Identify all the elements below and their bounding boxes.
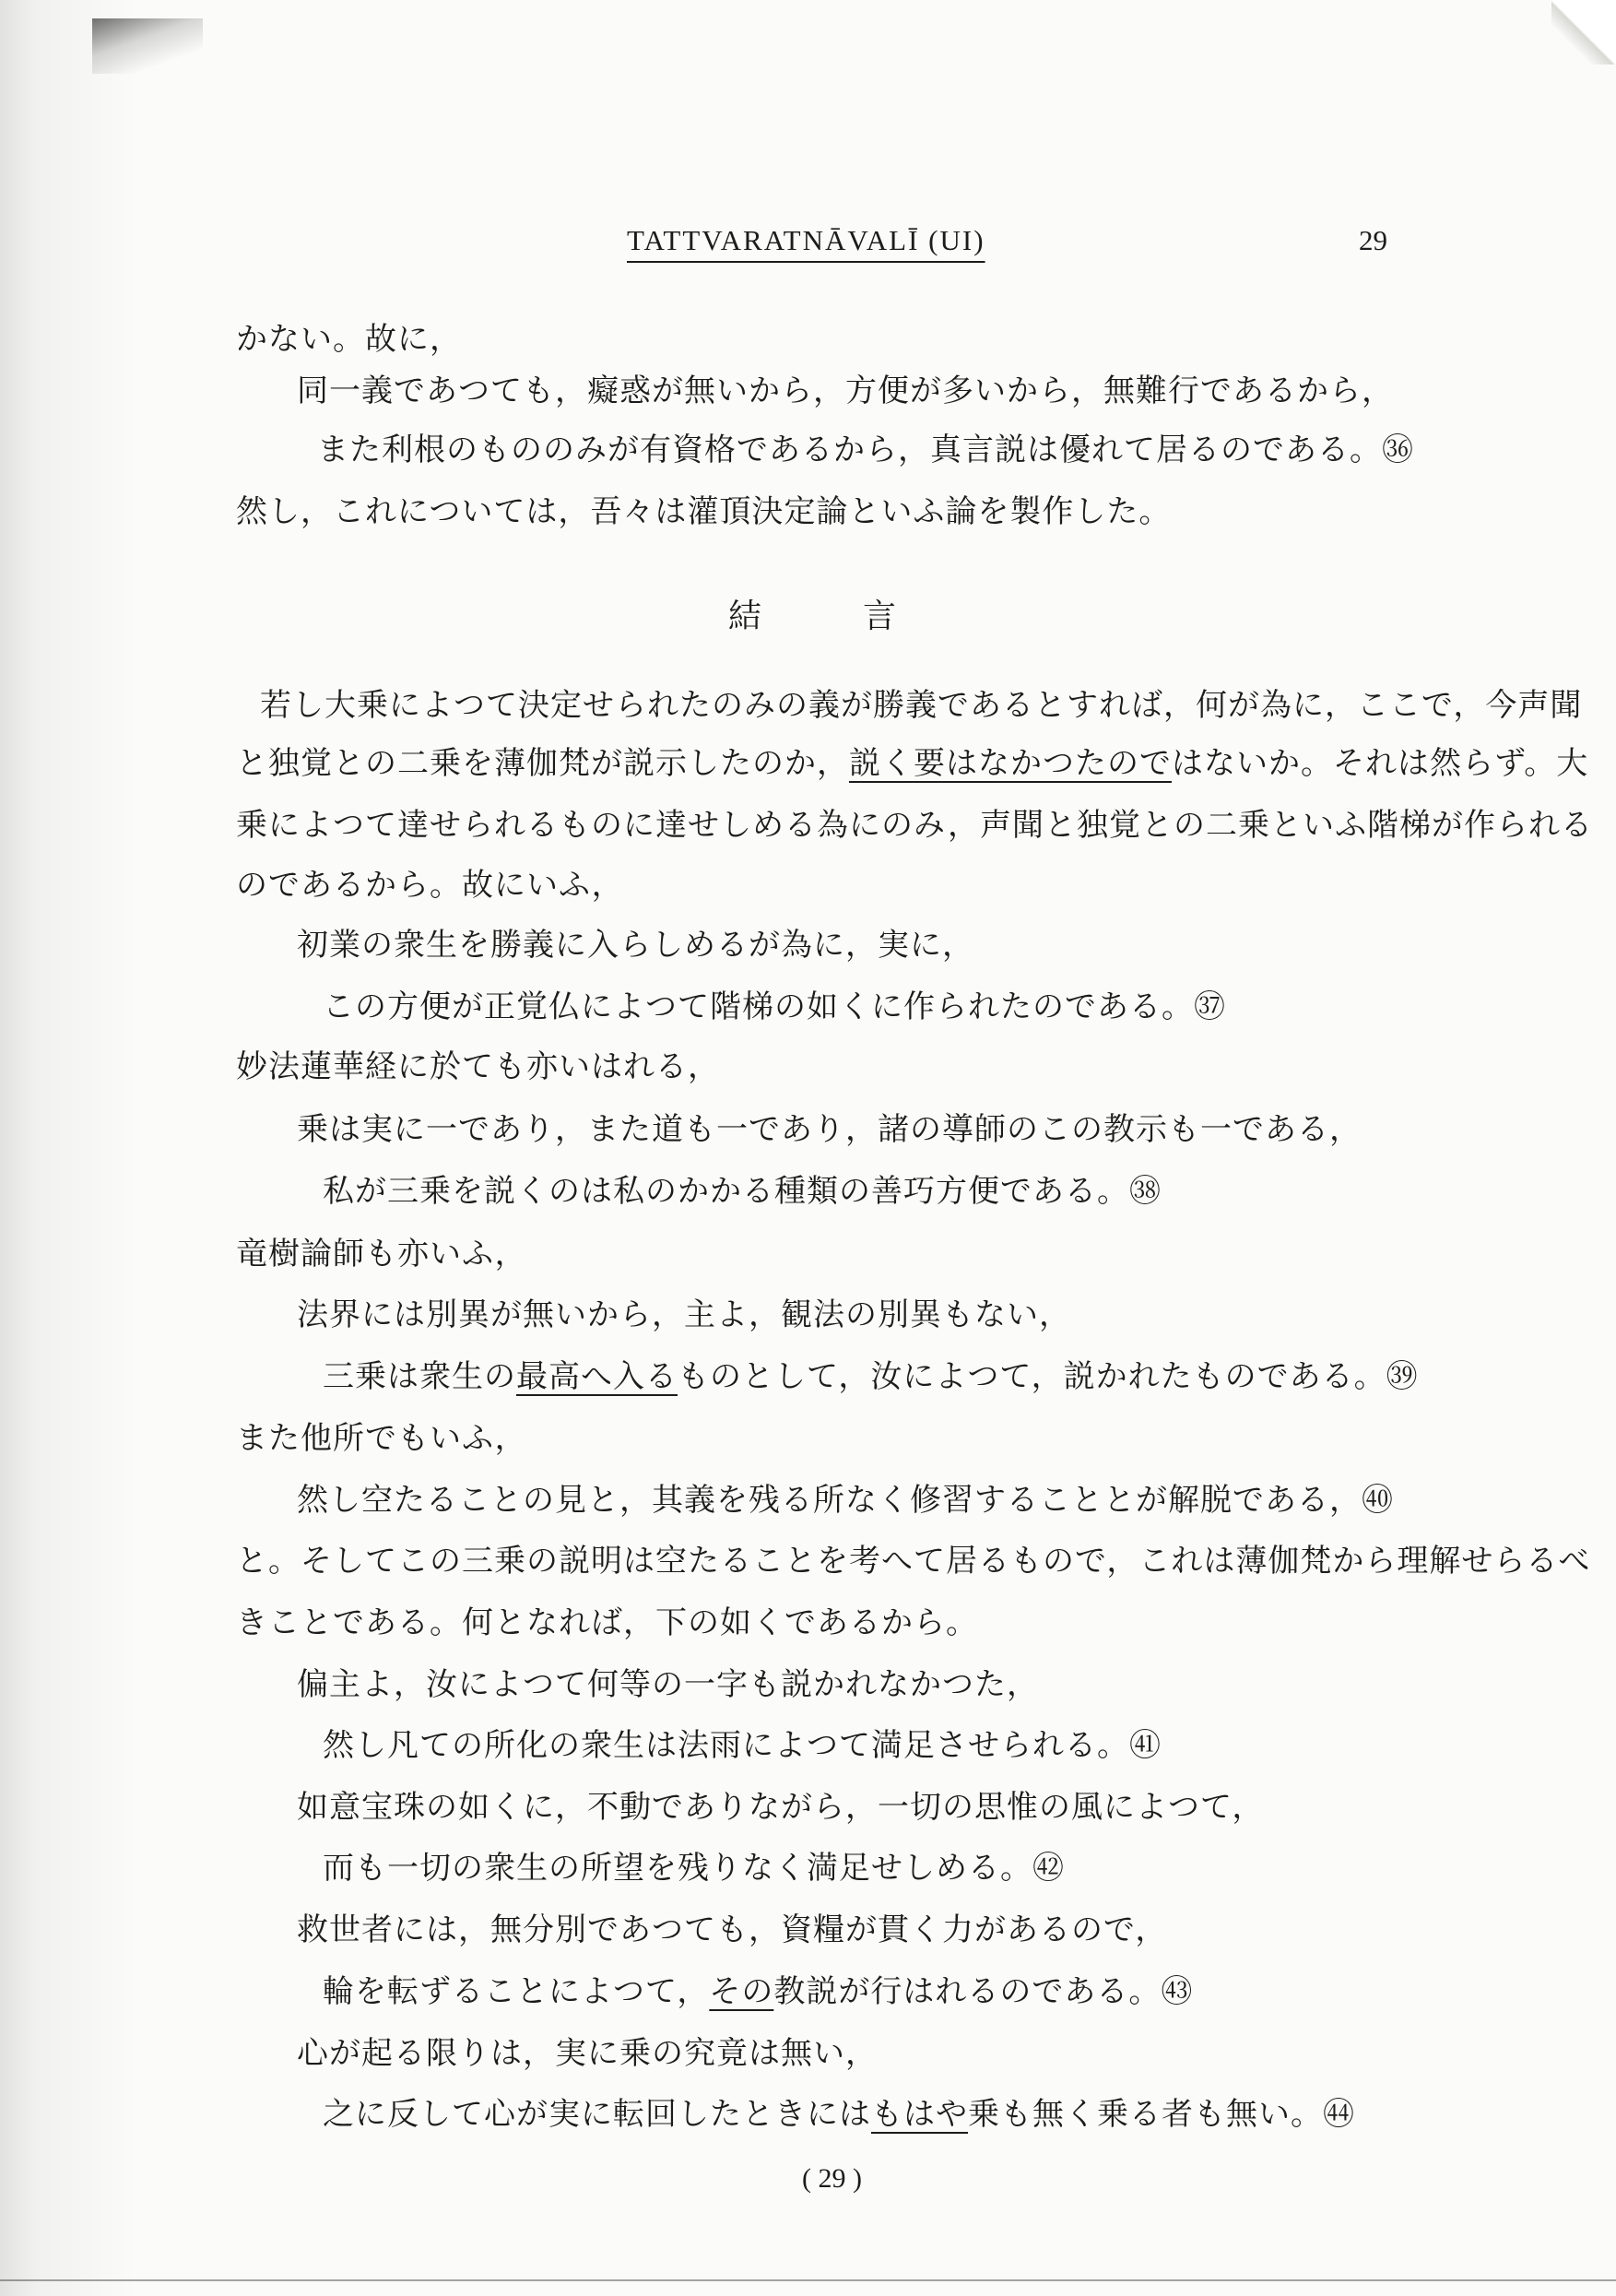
paragraph-line: と独覚との二乗を薄伽梵が説示したのか，説く要はなかつたのではないか。それは然らず。大 bbox=[236, 745, 1589, 782]
underlined-phrase: もはや bbox=[871, 2096, 968, 2133]
section-title bbox=[728, 590, 896, 637]
scan-shadow-left bbox=[0, 0, 138, 2296]
verse-line: また利根のもののみが有資格であるから，真言説は優れて居るのである。㊱ bbox=[317, 432, 1414, 468]
text-line: 然し，これについては，吾々は灌頂決定論といふ論を製作した。 bbox=[236, 493, 1172, 530]
text-line: かない。故に， bbox=[236, 321, 462, 358]
verse-line: 三乗は衆生の最高へ入るものとして，汝によつて，説かれたものである。㊴ bbox=[323, 1358, 1419, 1395]
scan-bottom-edge bbox=[0, 2279, 1616, 2281]
scan-smudge bbox=[92, 18, 203, 74]
paragraph-line: きことである。何となれば，下の如くであるから。 bbox=[236, 1604, 978, 1641]
verse-line: 然し凡ての所化の衆生は法雨によつて満足させられる。㊶ bbox=[323, 1727, 1162, 1764]
underlined-phrase: 最高へ入る bbox=[516, 1358, 678, 1395]
verse-line: 如意宝珠の如くに，不動でありながら，一切の思惟の風によつて， bbox=[297, 1789, 1265, 1826]
text-line: また他所でもいふ， bbox=[236, 1420, 527, 1457]
paragraph-line: のであるから。故にいふ， bbox=[236, 867, 624, 904]
verse-line: 之に反して心が実に転回したときにはもはや乗も無く乗る者も無い。㊹ bbox=[323, 2096, 1355, 2133]
verse-line: この方便が正覚仏によつて階梯の如くに作られたのである。㊲ bbox=[323, 988, 1226, 1025]
text-line: 妙法蓮華経に於ても亦いはれる， bbox=[236, 1048, 720, 1085]
footer-page-number: ( 29 ) bbox=[802, 2163, 862, 2194]
verse-line: 然し空たることの見と，其義を残る所なく修習することとが解脱である，㊵ bbox=[297, 1482, 1394, 1519]
verse-line: 法界には別異が無いから，主よ，観法の別異もない， bbox=[297, 1296, 1071, 1333]
verse-line: 初業の衆生を勝義に入らしめるが為に，実に， bbox=[297, 927, 974, 964]
text-line: 竜樹論師も亦いふ， bbox=[236, 1236, 527, 1272]
section-title-char: 言 bbox=[863, 598, 897, 635]
paragraph-line: 若し大乗によつて決定せられたのみの義が勝義であるとすれば，何が為に，ここで，今声聞 bbox=[260, 687, 1583, 724]
verse-line: 輪を転ずることによつて，その教説が行はれるのである。㊸ bbox=[323, 1973, 1194, 2010]
section-title-char: 結 bbox=[728, 598, 762, 635]
page-corner-fold bbox=[1551, 0, 1616, 65]
underlined-phrase: 説く要はなかつたので bbox=[849, 745, 1172, 782]
paragraph-line: 乗によつて達せられるものに達せしめる為にのみ，声聞と独覚との二乗といふ階梯が作られる bbox=[236, 807, 1594, 844]
verse-line: 心が起る限りは，実に乗の究竟は無い， bbox=[297, 2035, 878, 2072]
page-number: 29 bbox=[1359, 224, 1387, 256]
verse-line: 而も一切の衆生の所望を残りなく満足せしめる。㊷ bbox=[323, 1850, 1065, 1887]
paragraph-line: と。そしてこの三乗の説明は空たることを考へて居るもので，これは薄伽梵から理解せらるべ bbox=[236, 1543, 1591, 1580]
verse-line: 乗は実に一であり，また道も一であり，諸の導師のこの教示も一である， bbox=[297, 1111, 1362, 1148]
verse-line: 同一義であつても，癡惑が無いから，方便が多いから，無難行であるから， bbox=[297, 373, 1394, 409]
verse-line: 偏主よ，汝によつて何等の一字も説かれなかつた， bbox=[297, 1666, 1039, 1703]
verse-line: 救世者には，無分別であつても，資糧が貫く力があるので， bbox=[297, 1911, 1168, 1948]
underlined-phrase: その bbox=[709, 1973, 774, 2010]
verse-line: 私が三乗を説くのは私のかかる種類の善巧方便である。㊳ bbox=[323, 1173, 1162, 1210]
running-title: TATTVARATNĀVALĪ (UI) bbox=[627, 224, 985, 256]
